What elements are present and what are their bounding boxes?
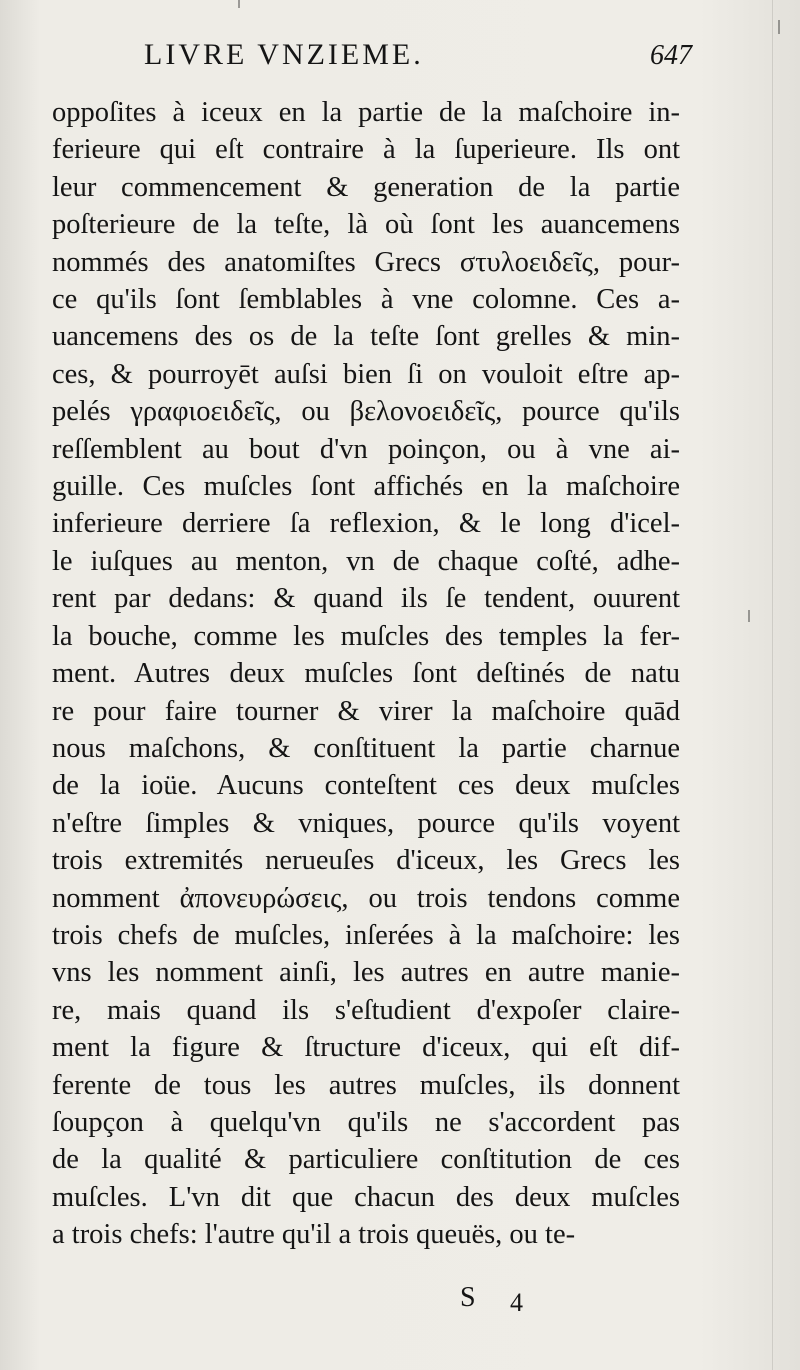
page-number: 647	[650, 40, 692, 71]
text-line: ces, & pourroyēt auſsi bien ſi on vouloit eſtre ap-	[52, 358, 680, 390]
page-footer	[440, 1282, 580, 1322]
running-title: LIVRE VNZIEME.	[144, 38, 424, 71]
text-line: ferente de tous les autres muſcles, ils donnent	[52, 1069, 680, 1101]
text-line: re, mais quand ils s'eſtudient d'expoſer claire-	[52, 994, 680, 1026]
pencil-mark	[748, 610, 750, 622]
pencil-mark	[778, 20, 780, 34]
text-line: inferieure derriere ſa reflexion, & le long d'icel-	[52, 508, 680, 540]
text-line: nous maſchons, & conſtituent la partie charnue	[52, 732, 680, 764]
text-line: rent par dedans: & quand ils ſe tendent, ouurent	[52, 583, 680, 615]
text-line: n'eſtre ſimples & vniques, pource qu'ils voyent	[52, 807, 680, 839]
text-line: vns les nomment ainſi, les autres en autre manie-	[52, 957, 680, 989]
text-line: reſſemblent au bout d'vn poinçon, ou à vne ai-	[52, 433, 680, 465]
text-line: guille. Ces muſcles ſont affichés en la maſchoire	[52, 471, 680, 503]
signature-number: 4	[510, 1288, 523, 1317]
text-line: ment la figure & ſtructure d'iceux, qui eſt dif-	[52, 1032, 680, 1064]
page-gutter	[772, 0, 773, 1370]
text-line: a trois chefs: l'autre qu'il a trois queuës, ou te-	[52, 1219, 576, 1251]
text-line: re pour faire tourner & virer la maſchoire quād	[52, 695, 680, 727]
text-line: pelés γραφιοειδεῖς, ou βελονοειδεῖς, pource qu'ils	[52, 396, 680, 428]
text-line: trois chefs de muſcles, inſerées à la maſchoire: les	[52, 919, 680, 951]
text-line: ferieure qui eſt contraire à la ſuperieure. Ils ont	[52, 134, 680, 166]
text-line: ſoupçon à quelqu'vn qu'ils ne s'accordent pas	[52, 1106, 680, 1138]
text-line: uancemens des os de la teſte ſont grelles & min-	[52, 321, 680, 353]
text-line: le iuſques au menton, vn de chaque coſté, adhe-	[52, 545, 680, 577]
pencil-mark	[238, 0, 240, 8]
text-line: ment. Autres deux muſcles ſont deſtinés de natu	[52, 658, 680, 690]
text-line: la bouche, comme les muſcles des temples la fer-	[52, 620, 680, 652]
text-line: de la qualité & particuliere conſtitution de ces	[52, 1144, 680, 1176]
signature-mark: S	[460, 1282, 476, 1313]
text-line: nomment ἀπονευρώσεις, ou trois tendons comme	[52, 882, 680, 914]
text-line: muſcles. L'vn dit que chacun des deux muſcles	[52, 1181, 680, 1213]
body-text	[52, 94, 680, 1254]
text-line: oppoſites à iceux en la partie de la maſchoire in-	[52, 97, 680, 128]
text-line: ce qu'ils ſont ſemblables à vne colomne. Ces a-	[52, 284, 680, 316]
text-line: trois extremités nerueuſes d'iceux, les Grecs les	[52, 845, 680, 877]
page-header	[52, 38, 692, 90]
text-line: poſterieure de la teſte, là où ſont les auancemens	[52, 209, 680, 241]
text-line: leur commencement & generation de la partie	[52, 171, 680, 203]
text-line: de la ioüe. Aucuns conteſtent ces deux muſcles	[52, 770, 680, 802]
text-line: nommés des anatomiſtes Grecs στυλοειδεῖς, pour-	[52, 246, 680, 278]
